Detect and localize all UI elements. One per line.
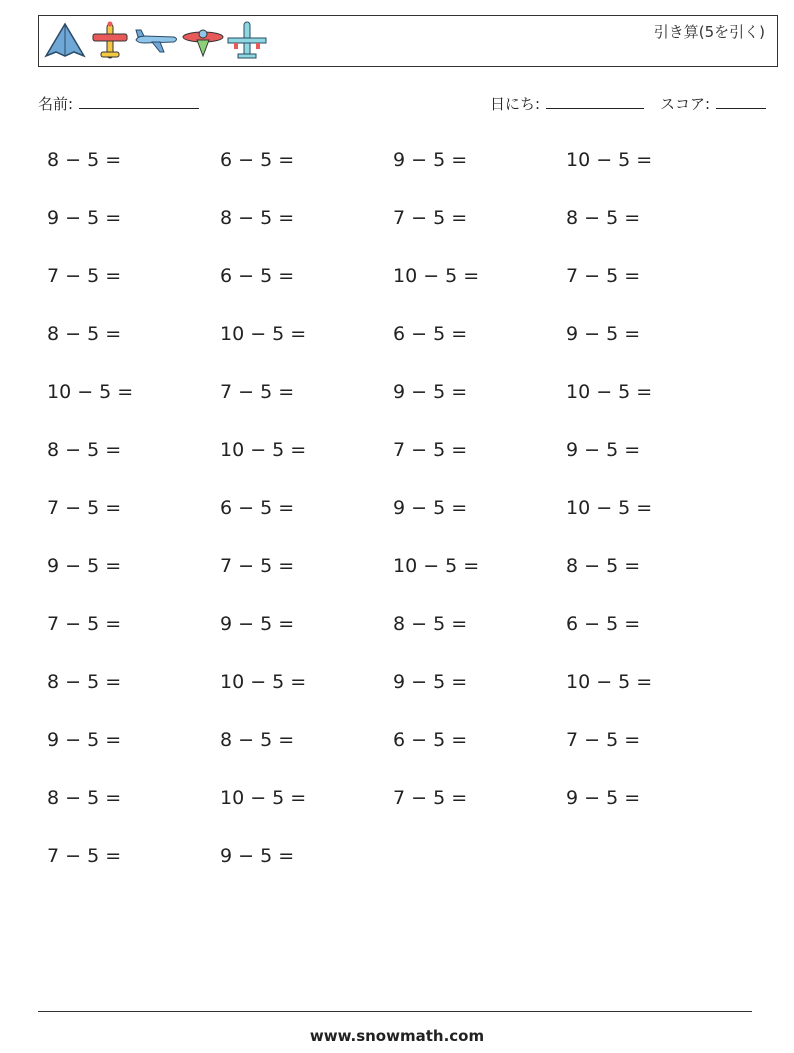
- problem-item: 8 − 5 =: [566, 555, 641, 577]
- propeller-plane-icon: [90, 20, 130, 62]
- date-blank[interactable]: [546, 93, 644, 109]
- problem-item: 6 − 5 =: [566, 613, 641, 635]
- problem-item: 8 − 5 =: [220, 729, 295, 751]
- score-field[interactable]: [660, 93, 766, 114]
- problem-item: 8 − 5 =: [47, 149, 122, 171]
- problem-item: 7 − 5 =: [393, 787, 468, 809]
- airliner-icon: [226, 20, 268, 62]
- problem-item: 9 − 5 =: [566, 323, 641, 345]
- problem-item: 9 − 5 =: [220, 613, 295, 635]
- jet-plane-icon: [134, 20, 180, 62]
- problem-item: 7 − 5 =: [393, 439, 468, 461]
- problem-item: 10 − 5 =: [220, 439, 307, 461]
- problem-item: 8 − 5 =: [47, 439, 122, 461]
- name-label: 名前:: [38, 95, 74, 113]
- problem-item: 6 − 5 =: [220, 149, 295, 171]
- problem-item: 10 − 5 =: [220, 323, 307, 345]
- problem-item: 8 − 5 =: [566, 207, 641, 229]
- problem-item: 10 − 5 =: [566, 149, 653, 171]
- problem-item: 9 − 5 =: [393, 149, 468, 171]
- date-label: 日にち:: [490, 95, 541, 113]
- problem-item: 9 − 5 =: [566, 787, 641, 809]
- problem-item: 7 − 5 =: [393, 207, 468, 229]
- problem-item: 7 − 5 =: [220, 381, 295, 403]
- problem-item: 7 − 5 =: [220, 555, 295, 577]
- problem-item: 7 − 5 =: [47, 497, 122, 519]
- problem-item: 9 − 5 =: [47, 207, 122, 229]
- problem-item: 6 − 5 =: [393, 729, 468, 751]
- problem-item: 9 − 5 =: [47, 555, 122, 577]
- problem-item: 8 − 5 =: [47, 787, 122, 809]
- problem-item: 7 − 5 =: [47, 845, 122, 867]
- stealth-plane-icon: [44, 20, 86, 62]
- problem-item: 8 − 5 =: [47, 671, 122, 693]
- problem-item: 10 − 5 =: [566, 381, 653, 403]
- problem-item: 7 − 5 =: [566, 265, 641, 287]
- problem-item: 10 − 5 =: [220, 787, 307, 809]
- name-blank[interactable]: [79, 93, 199, 109]
- problem-item: 10 − 5 =: [393, 555, 480, 577]
- problem-item: 9 − 5 =: [393, 671, 468, 693]
- biplane-icon: [182, 20, 224, 62]
- problem-item: 8 − 5 =: [47, 323, 122, 345]
- header-box: [38, 15, 778, 67]
- date-field[interactable]: [490, 93, 644, 114]
- footer-divider: [38, 1011, 752, 1012]
- problem-item: 8 − 5 =: [220, 207, 295, 229]
- problem-item: 6 − 5 =: [220, 265, 295, 287]
- problem-item: 9 − 5 =: [393, 381, 468, 403]
- problem-item: 10 − 5 =: [566, 671, 653, 693]
- problem-item: 10 − 5 =: [220, 671, 307, 693]
- problem-item: 9 − 5 =: [47, 729, 122, 751]
- name-field[interactable]: [38, 93, 199, 114]
- score-label: スコア:: [660, 95, 711, 113]
- score-blank[interactable]: [716, 93, 766, 109]
- problem-item: 7 − 5 =: [47, 265, 122, 287]
- problem-item: 10 − 5 =: [566, 497, 653, 519]
- problem-item: 9 − 5 =: [220, 845, 295, 867]
- problem-item: 10 − 5 =: [393, 265, 480, 287]
- problem-item: 6 − 5 =: [393, 323, 468, 345]
- problem-item: 9 − 5 =: [566, 439, 641, 461]
- problem-item: 10 − 5 =: [47, 381, 134, 403]
- problem-item: 7 − 5 =: [47, 613, 122, 635]
- problem-item: 6 − 5 =: [220, 497, 295, 519]
- problem-item: 7 − 5 =: [566, 729, 641, 751]
- problem-item: 9 − 5 =: [393, 497, 468, 519]
- footer-url: www.snowmath.com: [309, 1027, 485, 1045]
- worksheet-title: 引き算(5を引く): [653, 23, 765, 41]
- problem-item: 8 − 5 =: [393, 613, 468, 635]
